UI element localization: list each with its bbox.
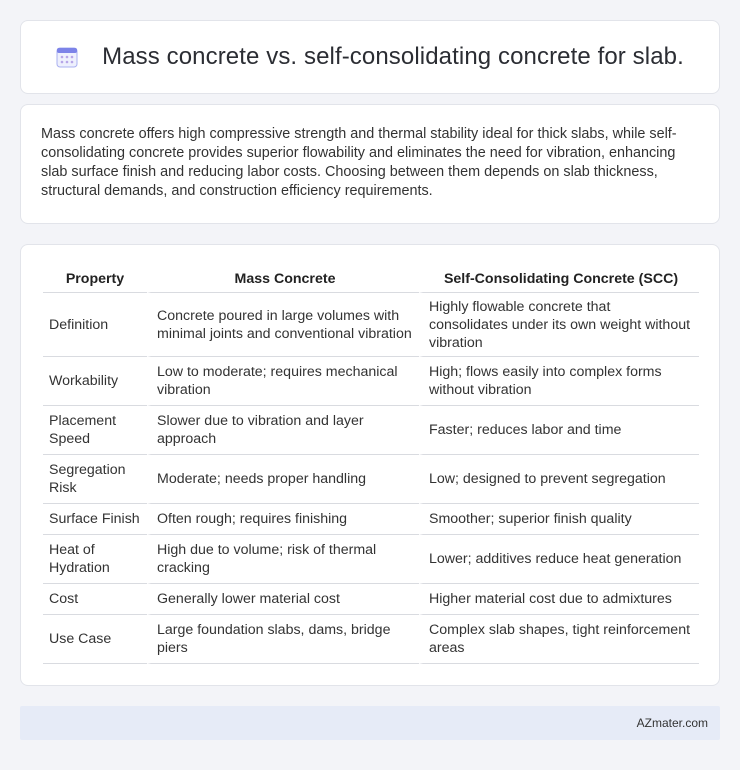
row-property: Use Case [43, 615, 147, 664]
footer-brand: AZmater.com [636, 716, 708, 730]
row-property: Cost [43, 584, 147, 615]
table-row [43, 584, 699, 615]
table-row [43, 535, 699, 584]
table-row [43, 357, 699, 406]
row-mass-value: Concrete poured in large volumes with minimal joints and conventional vibration [147, 293, 419, 357]
row-mass-value: Large foundation slabs, dams, bridge piers [147, 615, 419, 664]
row-scc-value: Faster; reduces labor and time [419, 406, 699, 455]
table-row [43, 504, 699, 535]
table-row [43, 406, 699, 455]
table-row [43, 293, 699, 357]
row-scc-value: Low; designed to prevent segregation [419, 455, 699, 504]
header-mass-concrete: Mass Concrete [147, 265, 419, 293]
row-mass-value: Slower due to vibration and layer approach [147, 406, 419, 455]
summary-text: Mass concrete offers high compressive strength and thermal stability ideal for thick slabs, while self-consolidating concrete provides superior flowability and eliminates the need for vibration, enhancing slab surface finish and reducing labor costs. Choosing between them depends on slab thickness, structural demands, and construction efficiency requirements. [41, 126, 677, 199]
row-property: Segregation Risk [43, 455, 147, 504]
row-scc-value: Complex slab shapes, tight reinforcement areas [419, 615, 699, 664]
row-mass-value: Low to moderate; requires mechanical vibration [147, 357, 419, 406]
table-row [43, 615, 699, 664]
row-property: Placement Speed [43, 406, 147, 455]
header-property: Property [43, 265, 147, 293]
row-mass-value: Generally lower material cost [147, 584, 419, 615]
table-row [43, 455, 699, 504]
row-scc-value: Lower; additives reduce heat generation [419, 535, 699, 584]
header-scc: Self-Consolidating Concrete (SCC) [419, 265, 699, 293]
row-mass-value: High due to volume; risk of thermal cracking [147, 535, 419, 584]
row-mass-value: Often rough; requires finishing [147, 504, 419, 535]
comparison-table [43, 265, 699, 664]
row-scc-value: Higher material cost due to admixtures [419, 584, 699, 615]
comparison-table-card [20, 244, 720, 686]
row-property: Workability [43, 357, 147, 406]
calendar-icon [56, 46, 78, 68]
row-property: Definition [43, 293, 147, 357]
row-scc-value: High; flows easily into complex forms without vibration [419, 357, 699, 406]
row-scc-value: Highly flowable concrete that consolidates under its own weight without vibration [419, 293, 699, 357]
title-card [20, 20, 720, 94]
row-mass-value: Moderate; needs proper handling [147, 455, 419, 504]
footer [20, 706, 720, 740]
row-property: Heat of Hydration [43, 535, 147, 584]
table-header-row [43, 265, 699, 293]
row-property: Surface Finish [43, 504, 147, 535]
row-scc-value: Smoother; superior finish quality [419, 504, 699, 535]
page-title: Mass concrete vs. self-consolidating concrete for slab. [102, 43, 684, 70]
summary-card [20, 104, 720, 224]
